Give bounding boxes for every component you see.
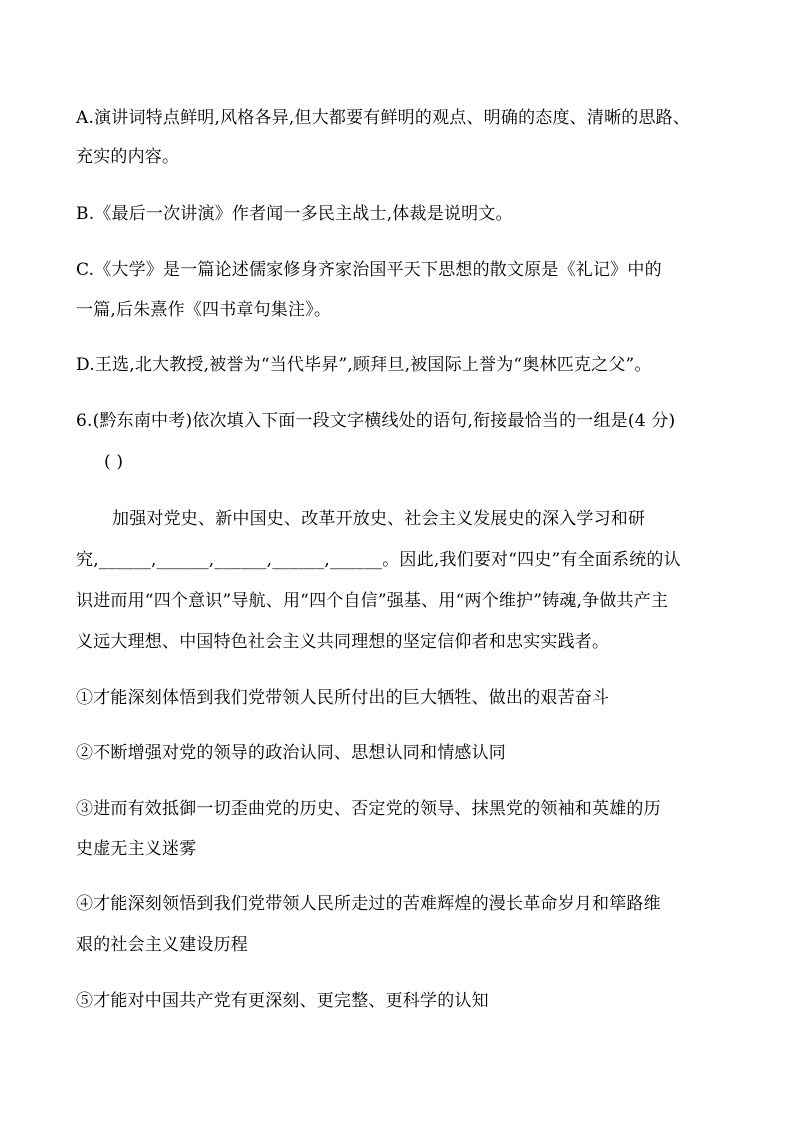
item-3-line-2: 史虚无主义迷雾 <box>76 839 197 859</box>
option-a-line-1: A.演讲词特点鲜明,风格各异,但大都要有鲜明的观点、明确的态度、清晰的思路、 <box>76 108 691 128</box>
option-b-line-1: B.《最后一次讲演》作者闻一多民主战士,体裁是说明文。 <box>76 204 513 224</box>
item-2-line-1: ②不断增强对党的领导的政治认同、思想认同和情感认同 <box>76 743 506 763</box>
item-3-line-1: ③进而有效抵御一切歪曲党的历史、否定党的领导、抹黑党的领袖和英雄的历 <box>76 799 661 819</box>
option-d-line-1: D.王选,北大教授,被誉为“当代毕昇”,顾拜旦,被国际上誉为“奥林匹克之父”。 <box>76 355 652 375</box>
passage-line-2: 究,______,______,______,______,______。因此,我们要对“四史”有全面系统的认 <box>76 550 681 570</box>
question-6-stem: 6.(黔东南中考)依次填入下面一段文字横线处的语句,衔接最恰当的一组是(4 分) <box>76 411 676 431</box>
item-5-line-1: ⑤才能对中国共产党有更深刻、更完整、更科学的认知 <box>76 991 489 1011</box>
option-a-line-2: 充实的内容。 <box>76 147 180 167</box>
passage-line-4: 义远大理想、中国特色社会主义共同理想的坚定信仰者和忠实实践者。 <box>76 632 610 652</box>
passage-line-3: 识进而用“四个意识”导航、用“四个自信”强基、用“两个维护”铸魂,争做共产主 <box>76 591 669 611</box>
option-c-line-2: 一篇,后朱熹作《四书章句集注》。 <box>76 300 332 320</box>
passage-line-1: 加强对党史、新中国史、改革开放史、社会主义发展史的深入学习和研 <box>112 509 646 529</box>
item-4-line-2: 艰的社会主义建设历程 <box>76 935 248 955</box>
item-1-line-1: ①才能深刻体悟到我们党带领人民所付出的巨大牺牲、做出的艰苦奋斗 <box>76 688 610 708</box>
answer-bracket: ( ) <box>104 452 124 472</box>
option-c-line-1: C.《大学》是一篇论述儒家修身齐家治国平天下思想的散文原是《礼记》中的 <box>76 260 662 280</box>
item-4-line-1: ④才能深刻领悟到我们党带领人民所走过的苦难辉煌的漫长革命岁月和筚路维 <box>76 894 661 914</box>
